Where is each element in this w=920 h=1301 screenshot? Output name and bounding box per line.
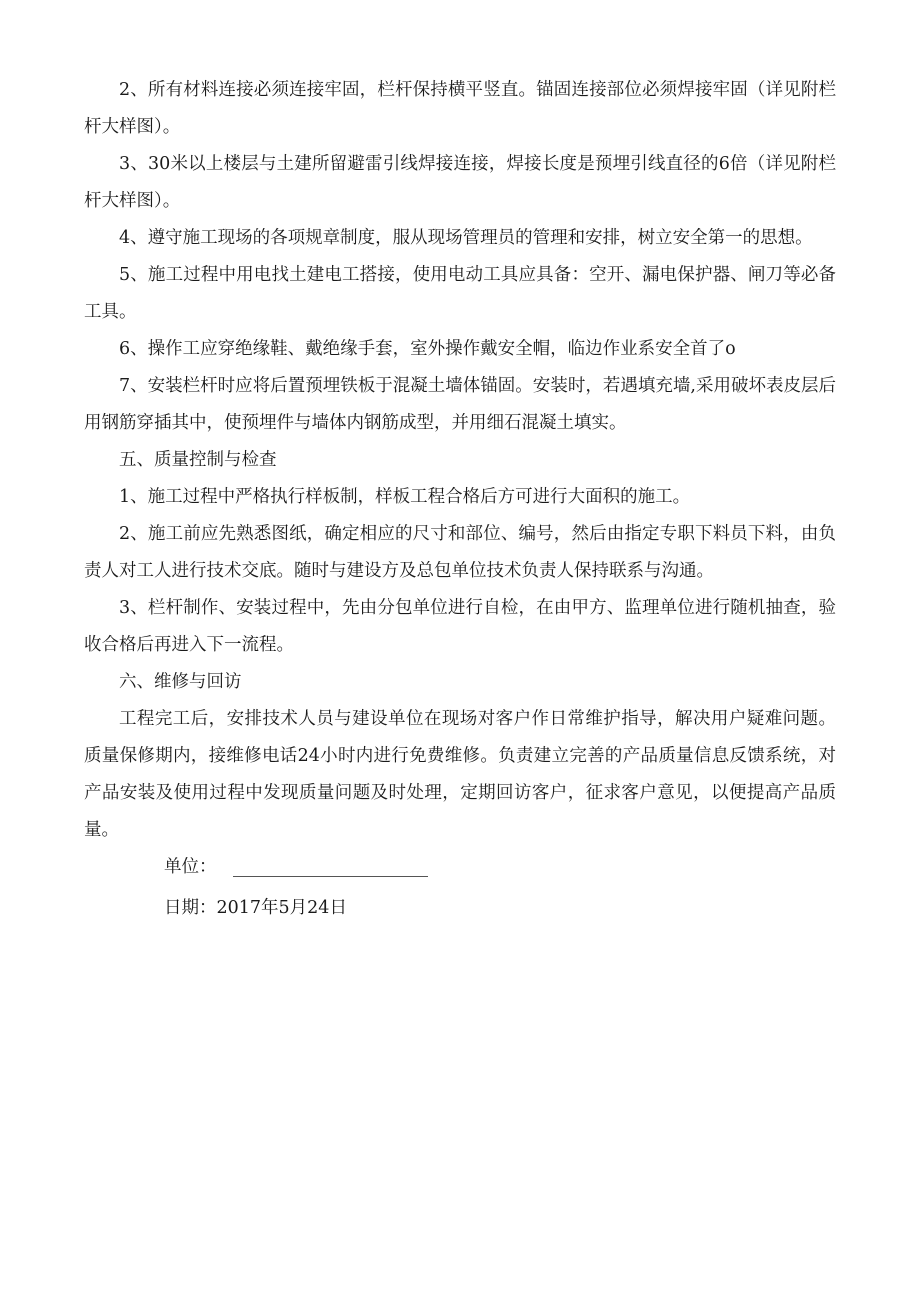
document-page <box>84 72 836 927</box>
signature-date: 日期：2017年5月24日 <box>164 898 347 918</box>
section-5-heading: 五、质量控制与检查 <box>119 450 277 470</box>
item-7-railing-install: 7、安装栏杆时应将后置预埋铁板于混凝土墙体锚固。安装时，若遇填充墙,采用破坏表皮层后用钢筋穿插其中，使预埋件与墙体内钢筋成型，并用细石混凝土填实。 <box>84 376 836 433</box>
section-6-heading: 六、维修与回访 <box>119 672 242 692</box>
section-5-item-3: 3、栏杆制作、安装过程中，先由分包单位进行自检，在由甲方、监理单位进行随机抽查，验收合格后再进入下一流程。 <box>84 598 836 655</box>
item-6-safety-gear: 6、操作工应穿绝缘鞋、戴绝缘手套，室外操作戴安全帽，临边作业系安全首了o <box>119 339 736 359</box>
item-4-site-rules: 4、遵守施工现场的各项规章制度，服从现场管理员的管理和安排，树立安全第一的思想。 <box>119 228 813 248</box>
section-6-body: 工程完工后，安排技术人员与建设单位在现场对客户作日常维护指导，解决用户疑难问题。质量保修期内，接维修电话24小时内进行免费维修。负责建立完善的产品质量信息反馈系统，对产品安装及使用过程中发现质量问题及时处理，定期回访客户，征求客户意见，以便提高产品质量。 <box>84 709 836 840</box>
section-5-item-2: 2、施工前应先熟悉图纸，确定相应的尺寸和部位、编号，然后由指定专职下料员下料，由负责人对工人进行技术交底。随时与建设方及总包单位技术负责人保持联系与沟通。 <box>84 524 836 581</box>
item-5-electricity-use: 5、施工过程中用电找土建电工搭接，使用电动工具应具备：空开、漏电保护器、闸刀等必备工具。 <box>84 265 836 322</box>
unit-blank-line <box>233 858 428 877</box>
item-3-lightning-welding: 3、30米以上楼层与土建所留避雷引线焊接连接，焊接长度是预埋引线直径的6倍（详见附栏杆大样图）。 <box>84 154 836 211</box>
section-5-item-1: 1、施工过程中严格执行样板制，样板工程合格后方可进行大面积的施工。 <box>119 487 691 507</box>
item-2-materials-connection: 2、所有材料连接必须连接牢固，栏杆保持横平竖直。锚固连接部位必须焊接牢固（详见附栏杆大样图）。 <box>84 80 836 137</box>
unit-label: 单位： <box>164 857 217 877</box>
signature-unit-row <box>84 849 836 886</box>
